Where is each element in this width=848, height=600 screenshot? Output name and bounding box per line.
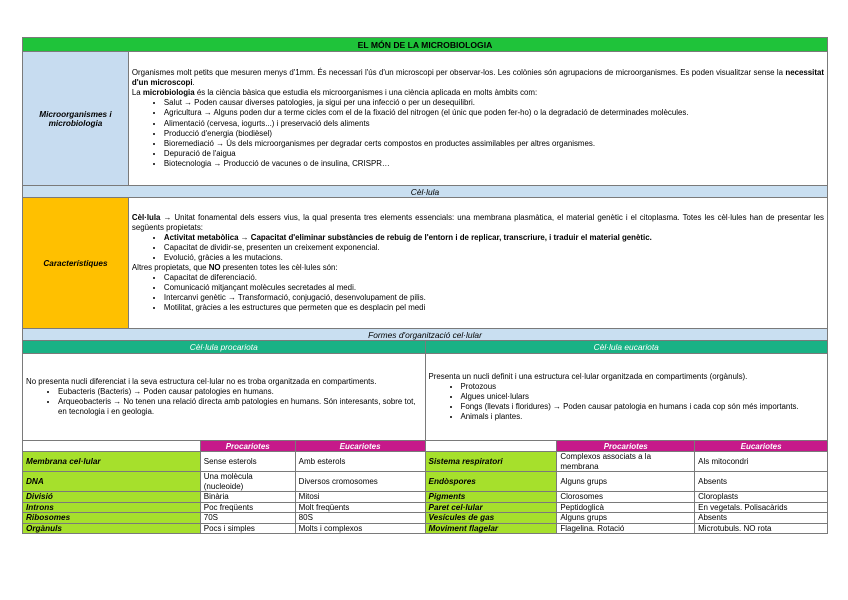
cell-section-header: Cèl·lula — [23, 186, 828, 198]
list-item: • Algues unicel·lulars — [461, 392, 825, 402]
micro-list — [132, 98, 824, 169]
list-item: • Animals i plantes. — [461, 412, 825, 422]
table-row: Membrana cel·lular Sense esterols Amb esterols Sistema respiratori Complexos associats a la membrana Als mitocondri — [23, 452, 828, 472]
table-row: Orgànuls Pocs i simples Molts i complexos Moviment flagelar Flagelina. Rotació Microtubuls. NO rota — [23, 523, 828, 534]
list-item: • Arqueobacteris → No tenen una relació directa amb patologies en humans. Són interesants, sobre tot, en tecnologia i en geologia. — [58, 397, 422, 417]
forms-section-header: Formes d'organització cel·lular — [23, 329, 828, 341]
list-item: • Activitat metabòlica → Capacitat d'eliminar substàncies de rebuig de l'entorn i de replicar, transcriure, i traduir el material genètic. — [164, 233, 824, 243]
list-item: • Biotecnologia → Producció de vacunes o de insulina, CRISPR… — [164, 159, 824, 169]
characteristics-content: Cèl·lula → Unitat fonamental dels essers vius, la qual presenta tres elements essencials: una membrana plasmàtica, el material genètic i el citoplasma. Totes les cèl·lules han de presentar les següents propietats: • Activitat metabòlica → Capacitat d'eliminar substàncies de rebuig de l'entorn i de replicar, transcriure, i traduir el material genètic. • Capacitat de dividir-se, presenten un creixement exponencial. • Evolució, gràcies a les mutacions. Altres propietats, que NO presenten totes les cèl·lules són: • Capacitat de diferenciació. • Comunicació mitjançant molècules secretades al medi. • Intercanvi genètic → Transformació, conjugació, desenvolupament de pilis. • Motilitat, gràcies a les estructures que permeten que es desplacin pel medi — [128, 198, 827, 329]
compare-head-euk-left: Eucariotes — [295, 441, 425, 452]
compare-head-euk-right: Eucariotes — [695, 441, 828, 452]
list-item: • Alimentació (cervesa, iogurts...) i preservació dels aliments — [164, 119, 824, 129]
list-item: • Intercanvi genètic → Transformació, conjugació, desenvolupament de pilis. — [164, 293, 824, 303]
table-row: DNA Una molècula (nucleoide) Diversos cromosomes Endòspores Alguns grups Absents — [23, 472, 828, 492]
table-row: Divisió Binària Mitosi Pigments Clorosomes Cloroplasts — [23, 492, 828, 503]
compare-head-prok-left: Procariotes — [200, 441, 295, 452]
characteristics-label: Característiques — [23, 198, 129, 329]
list-item: • Fongs (llevats i floridures) → Poden causar patologia en humans i cada cop són més importants. — [461, 402, 825, 412]
list-item: • Eubacteris (Bacteris) → Poden causar patologies en humans. — [58, 387, 422, 397]
list-item: • Depuració de l'aigua — [164, 149, 824, 159]
prokaryote-header: Cèl·lula procariota — [23, 341, 426, 354]
compare-corner-left — [23, 441, 201, 452]
eukaryote-content: Presenta un nucli definit i una estructura cel·lular organitzada en compartiments (orgànuls). • Protozous • Algues unicel·lulars • Fongs (llevats i floridures) → Poden causar patologia en humans i cada cop són més importants. • Animals i plantes. — [425, 354, 828, 441]
eukaryote-header: Cèl·lula eucariota — [425, 341, 828, 354]
list-item: • Salut → Poden causar diverses patologies, ja sigui per una infecció o per un desequilibri. — [164, 98, 824, 108]
eukaryote-list — [429, 382, 825, 422]
other-properties-list — [132, 273, 824, 313]
list-item: • Agricultura → Alguns poden dur a terme cicles com el de la fixació del nitrogen (el únic que poden fer-ho) o la degradació de determinades molècules. — [164, 108, 824, 118]
list-item: • Producció d'energia (biodièsel) — [164, 129, 824, 139]
list-item: • Capacitat de diferenciació. — [164, 273, 824, 283]
list-item: • Protozous — [461, 382, 825, 392]
list-item: • Bioremediació → Ús dels microorganismes per degradar certs compostos en productes assimilables per altres organismes. — [164, 139, 824, 149]
list-item: • Motilitat, gràcies a les estructures que permeten que es desplacin pel medi — [164, 303, 824, 313]
properties-list — [132, 233, 824, 263]
list-item: • Comunicació mitjançant molècules secretades al medi. — [164, 283, 824, 293]
list-item: • Capacitat de dividir-se, presenten un creixement exponencial. — [164, 243, 824, 253]
page-title: EL MÓN DE LA MICROBIOLOGIA — [23, 38, 828, 52]
microbiology-sheet — [22, 37, 828, 534]
table-row: Ribosomes 70S 80S Vesícules de gas Alguns grups Absents — [23, 513, 828, 524]
micro-label: Microorganismes i microbiologia — [23, 52, 129, 186]
prokaryote-content: No presenta nucli diferenciat i la seva estructura cel·lular no es troba organitzada en compartiments. • Eubacteris (Bacteris) → Poden causar patologies en humans. • Arqueobacteris → No tenen una relació directa amb patologies en humans. Són interesants, sobre tot, en tecnologia i en geologia. — [23, 354, 426, 441]
prokaryote-list — [26, 387, 422, 417]
compare-corner-right — [425, 441, 557, 452]
compare-head-prok-right: Procariotes — [557, 441, 695, 452]
micro-content: Organismes molt petits que mesuren menys d'1mm. És necessari l'ús d'un microscopi per observar-los. Les colònies són agrupacions de microorganismes. Es poden visualitzar sense la necessitat d'un microscopi. La microbiologia és la ciència bàsica que estudia els microorganismes i una ciència aplicada en molts àmbits com: • Salut → Poden causar diverses patologies, ja sigui per una infecció o per un desequilibri. • Agricultura → Alguns poden dur a terme cicles com el de la fixació del nitrogen (el únic que poden fer-ho) o la degradació de determinades molècules. • Alimentació (cervesa, iogurts...) i preservació dels aliments • Producció d'energia (biodièsel) • Bioremediació → Ús dels microorganismes per degradar certs compostos en productes assimilables per altres organismes. • Depuració de l'aigua • Biotecnologia → Producció de vacunes o de insulina, CRISPR… — [128, 52, 827, 186]
table-row: Introns Poc freqüents Molt freqüents Paret cel·lular Peptidoglicà En vegetals. Polisacàrids — [23, 502, 828, 513]
list-item: • Evolució, gràcies a les mutacions. — [164, 253, 824, 263]
